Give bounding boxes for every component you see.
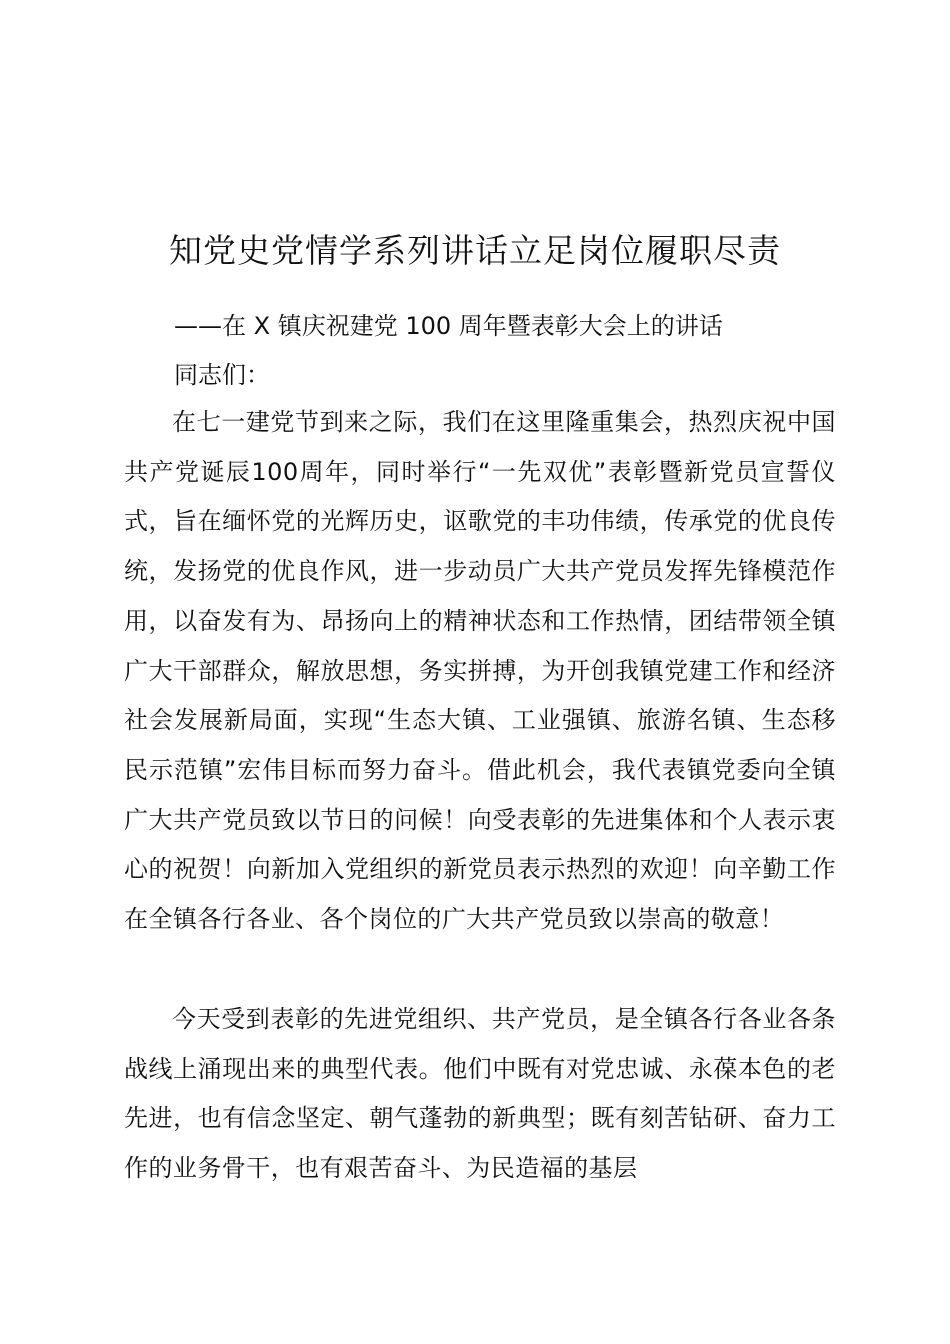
body-paragraph-1: 在七一建党节到来之际，我们在这里隆重集会，热烈庆祝中国共产党诞辰100周年，同时举行“一先双优”表彰暨新党员宣誓仪式，旨在缅怀党的光辉历史，讴歌党的丰功伟绩，传承党的优良传统，发扬党的优良作风，进一步动员广大共产党员发挥先锋模范作用，以奋发有为、昂扬向上的精神状态和工作热情，团结带领全镇广大干部群众，解放思想，务实拼搏，为开创我镇党建工作和经济社会发展新局面，实现“生态大镇、工业强镇、旅游名镇、生态移民示范镇”宏伟目标而努力奋斗。借此机会，我代表镇党委向全镇广大共产党员致以节日的问候！向受表彰的先进集体和个人表示衷心的祝贺！向新加入党组织的新党员表示热烈的欢迎！向辛勤工作在全镇各行各业、各个岗位的广大共产党员致以崇高的敬意！: [124, 408, 836, 934]
salutation: 同志们：: [174, 361, 270, 389]
document-subtitle: ——在 X 镇庆祝建党 100 周年暨表彰大会上的讲话: [174, 312, 723, 340]
document-title: 知党史党情学系列讲话立足岗位履职尽责: [169, 231, 781, 270]
body-paragraph-2: 今天受到表彰的先进党组织、共产党员，是全镇各行各业各条战线上涌现出来的典型代表。他们中既有对党忠诚、永葆本色的老先进，也有信念坚定、朝气蓬勃的新典型；既有刻苦钻研、奋力工作的业务骨干，也有艰苦奋斗、为民造福的基层: [124, 1005, 836, 1183]
